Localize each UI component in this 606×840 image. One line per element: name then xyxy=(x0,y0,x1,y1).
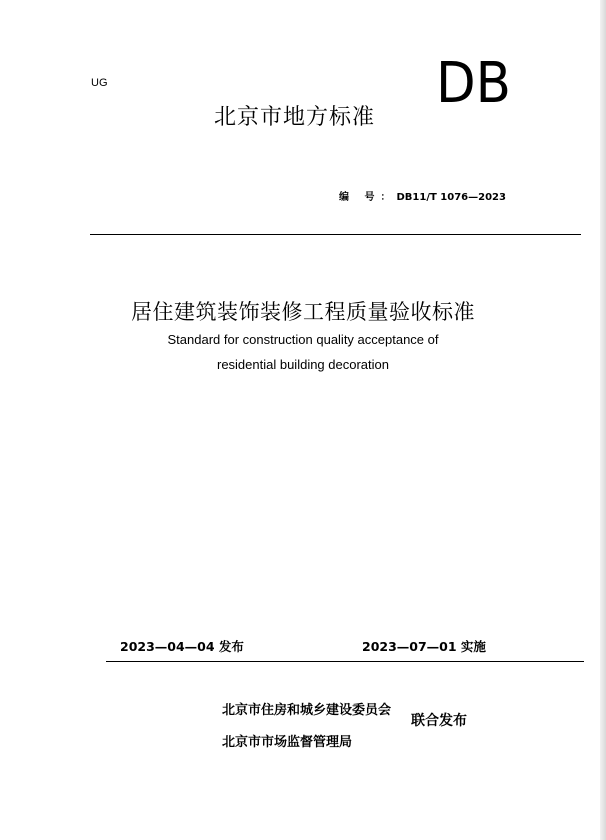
title-chinese: 居住建筑装饰装修工程质量验收标准 xyxy=(131,300,475,324)
title-english-line1: Standard for construction quality acceptance of xyxy=(167,332,439,347)
issuer-housing-commission: 北京市住房和城乡建设委员会 xyxy=(222,703,392,718)
top-divider xyxy=(90,234,581,235)
issuer-market-bureau: 北京市市场监督管理局 xyxy=(222,735,353,750)
page-edge-shadow xyxy=(600,0,606,840)
standard-code xyxy=(339,188,506,203)
db-mark: DB xyxy=(436,51,512,116)
implement-date: 2023—07—01 实施 xyxy=(362,639,486,654)
code-label: 编 号： xyxy=(339,192,397,203)
ug-mark: UG xyxy=(91,77,108,89)
issue-date: 2023—04—04 发布 xyxy=(120,639,244,654)
bottom-divider xyxy=(106,661,584,662)
code-value: DB11/T 1076—2023 xyxy=(396,192,506,203)
title-english-line2: residential building decoration xyxy=(216,357,389,372)
joint-issue-label: 联合发布 xyxy=(411,713,467,729)
standard-type: 北京市地方标准 xyxy=(214,105,376,130)
